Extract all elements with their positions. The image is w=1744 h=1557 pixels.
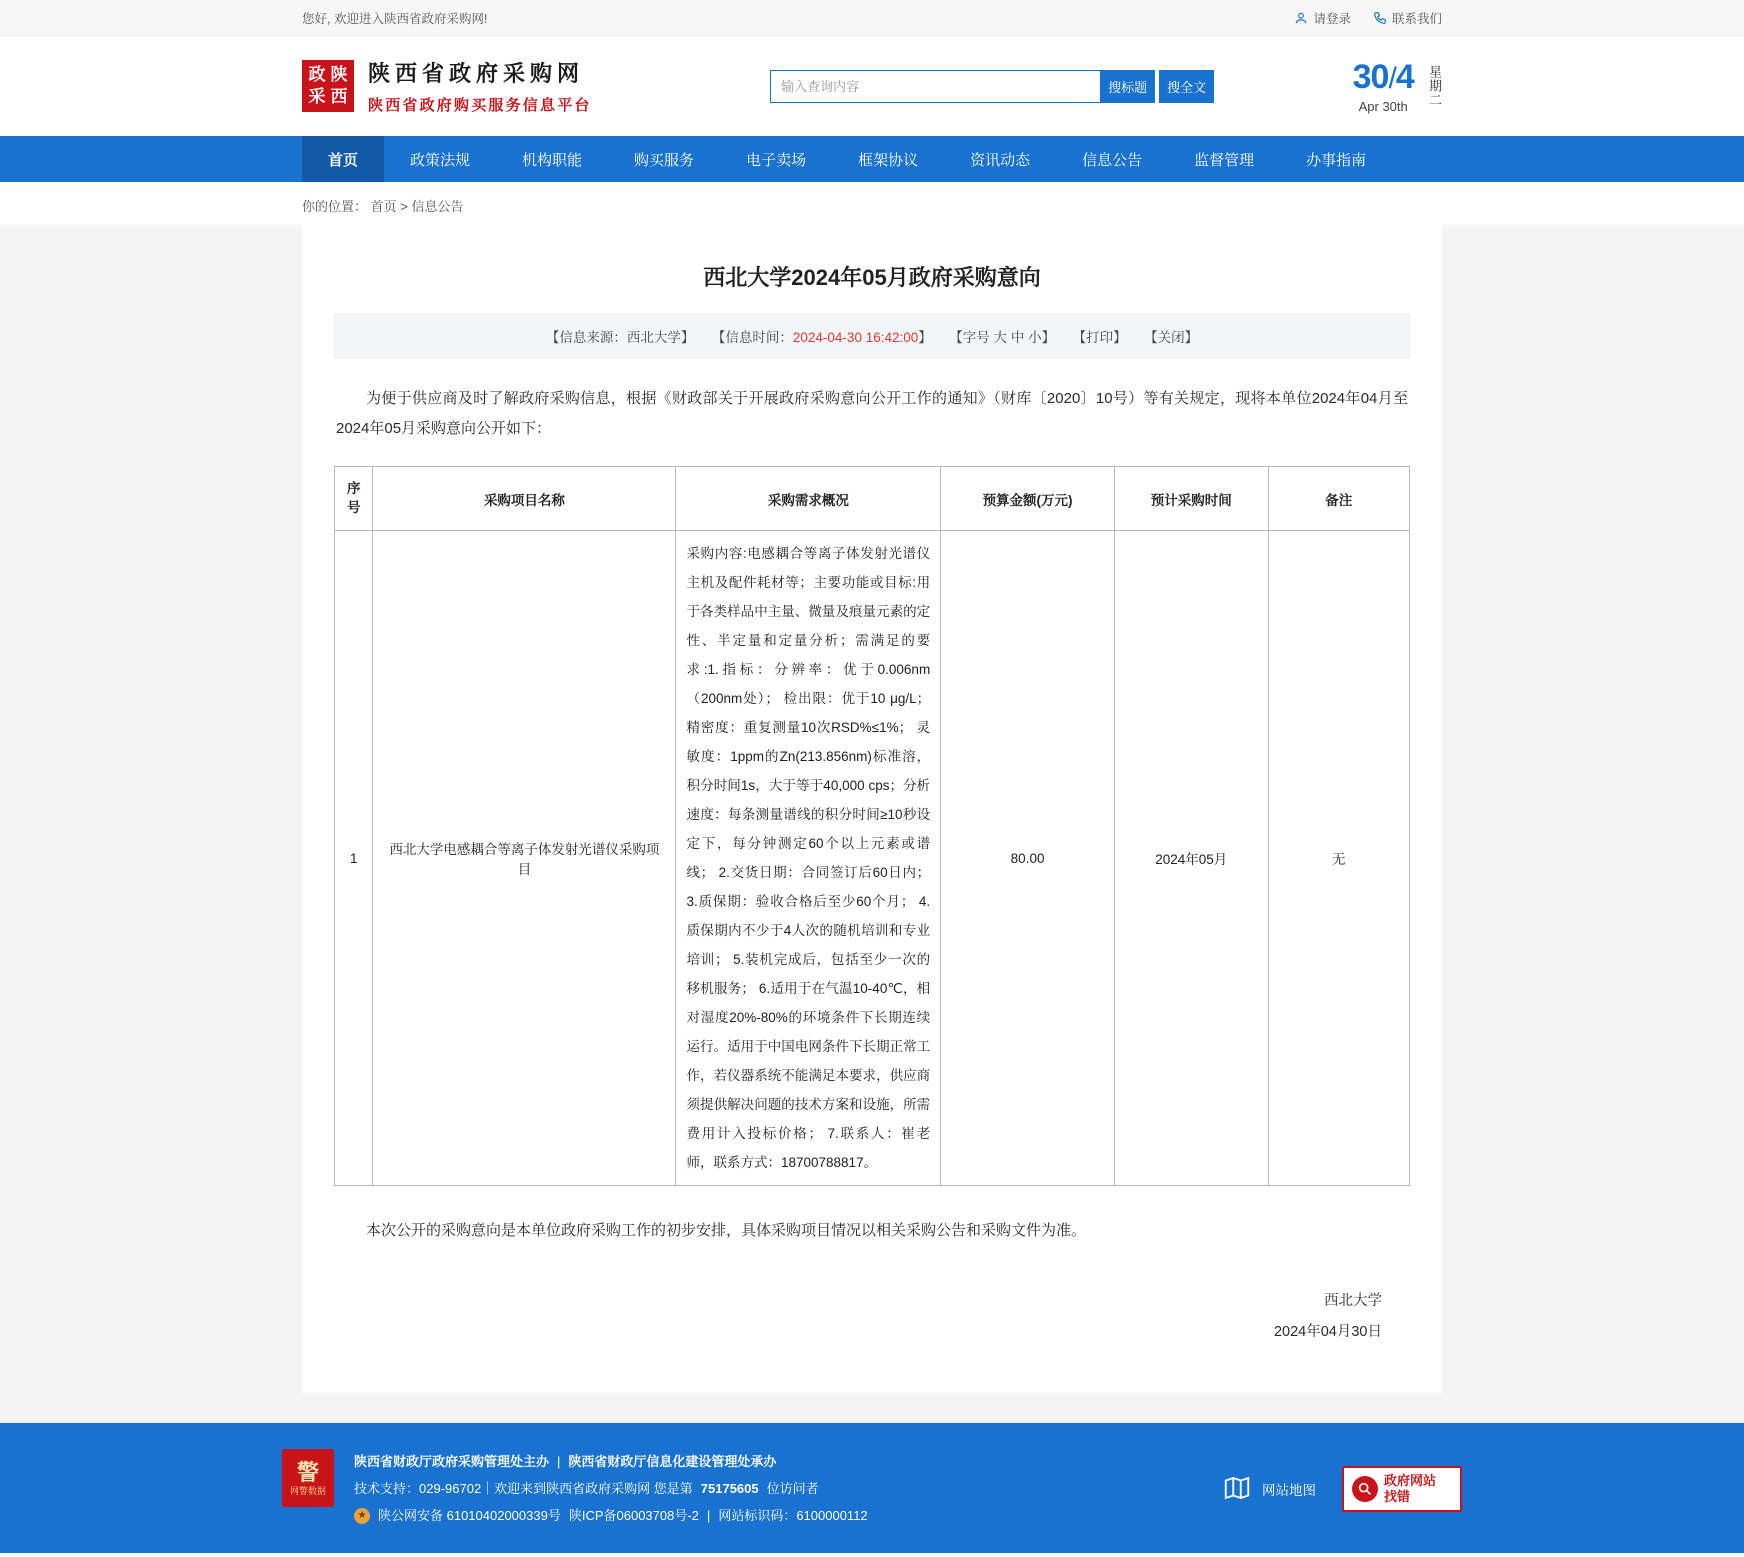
cell-expected-time: 2024年05月 bbox=[1114, 531, 1268, 1186]
date-weekday: 星期二 bbox=[1426, 65, 1442, 107]
date-widget bbox=[1353, 58, 1442, 114]
footer-police-record[interactable]: 陕公网安备 61010402000339号 bbox=[378, 1507, 561, 1523]
nav-item-3[interactable]: 购买服务 bbox=[634, 151, 695, 169]
footer-organizer: 陕西省财政厅政府采购管理处主办 bbox=[354, 1454, 550, 1470]
nav-item-8[interactable]: 监督管理 bbox=[1194, 151, 1255, 169]
main-nav bbox=[0, 136, 1744, 182]
cell-note: 无 bbox=[1268, 531, 1409, 1186]
footer-support: 技术支持：029-96702｜欢迎来到陕西省政府采购网 您是第 bbox=[354, 1480, 693, 1496]
print-button[interactable]: 【打印】 bbox=[1072, 330, 1127, 345]
breadcrumb-prefix: 你的位置： bbox=[302, 199, 368, 214]
seal-line-2: 找错 bbox=[1384, 1489, 1411, 1505]
welcome-text: 您好, 欢迎进入陕西省政府采购网! bbox=[302, 11, 488, 26]
site-footer bbox=[0, 1423, 1744, 1553]
search-input[interactable] bbox=[770, 70, 1100, 103]
date-slash: / bbox=[1388, 62, 1396, 95]
meta-time-label: 【信息时间： bbox=[711, 330, 793, 345]
site-logo[interactable] bbox=[302, 57, 592, 115]
nav-item-4[interactable]: 电子卖场 bbox=[746, 151, 807, 169]
login-link[interactable] bbox=[1294, 9, 1351, 27]
nav-item-1[interactable]: 政策法规 bbox=[410, 151, 471, 169]
cell-index: 1 bbox=[335, 531, 373, 1186]
login-label: 请登录 bbox=[1313, 11, 1351, 26]
logo-char-3: 采 bbox=[308, 86, 326, 107]
cell-budget: 80.00 bbox=[941, 531, 1115, 1186]
footer-visitor-suffix: 位访问者 bbox=[766, 1480, 819, 1496]
table-row bbox=[335, 531, 1410, 1186]
site-subtitle: 陕西省政府购买服务信息平台 bbox=[368, 97, 592, 114]
procurement-table bbox=[334, 466, 1410, 1186]
fontsize-medium-button[interactable]: 中 bbox=[1010, 330, 1025, 345]
col-index bbox=[335, 467, 373, 531]
contact-link[interactable] bbox=[1373, 9, 1442, 27]
user-icon bbox=[1294, 11, 1308, 25]
nav-item-0[interactable]: 首页 bbox=[302, 136, 384, 182]
search-title-button[interactable]: 搜标题 bbox=[1100, 70, 1155, 103]
fontsize-close: 】 bbox=[1041, 330, 1056, 345]
article-intro: 为便于供应商及时了解政府采购信息，根据《财政部关于开展政府采购意向公开工作的通知》（财库〔2020〕10号）等有关规定，现将本单位2024年04月至2024年05月采购意向公开如下： bbox=[336, 390, 1408, 437]
signature-org: 西北大学 bbox=[1324, 1293, 1382, 1310]
nav-item-2[interactable]: 机构职能 bbox=[522, 151, 583, 169]
col-requirement: 采购需求概况 bbox=[676, 467, 941, 531]
footer-sep-2: | bbox=[706, 1507, 711, 1523]
col-note: 备注 bbox=[1268, 467, 1409, 531]
col-budget: 预算金额(万元) bbox=[941, 467, 1115, 531]
nav-item-9[interactable]: 办事指南 bbox=[1306, 151, 1367, 169]
meta-source-close: 】 bbox=[680, 330, 695, 345]
signature-date: 2024年04月30日 bbox=[1273, 1323, 1382, 1340]
police-badge-icon bbox=[282, 1449, 334, 1507]
sitemap-link[interactable] bbox=[1222, 1473, 1316, 1506]
seal-line-1: 政府网站 bbox=[1384, 1472, 1437, 1488]
logo-char-4: 西 bbox=[330, 86, 348, 107]
article-footer-note: 本次公开的采购意向是本单位政府采购工作的初步安排，具体采购项目情况以相关采购公告和采购文件为准。 bbox=[366, 1222, 1087, 1240]
magnifier-icon bbox=[1352, 1476, 1378, 1502]
table-header-row bbox=[335, 467, 1410, 531]
site-header bbox=[0, 36, 1744, 136]
meta-source-value: 西北大学 bbox=[626, 330, 681, 345]
cell-project-name: 西北大学电感耦合等离子体发射光谱仪采购项目 bbox=[373, 531, 676, 1186]
utility-bar bbox=[0, 0, 1744, 36]
search-fulltext-button[interactable]: 搜全文 bbox=[1159, 70, 1214, 103]
breadcrumb-sep: > bbox=[400, 199, 408, 214]
footer-visitor-count: 75175605 bbox=[700, 1480, 759, 1496]
article-meta bbox=[334, 314, 1410, 358]
contact-label: 联系我们 bbox=[1391, 11, 1442, 26]
site-name: 陕西省政府采购网 bbox=[368, 61, 585, 86]
breadcrumb-current[interactable]: 信息公告 bbox=[411, 199, 464, 214]
meta-time-close: 】 bbox=[918, 330, 932, 345]
shield-icon: ★ bbox=[354, 1508, 370, 1524]
nav-item-7[interactable]: 信息公告 bbox=[1082, 151, 1143, 169]
search-area bbox=[770, 70, 1214, 103]
date-day: 30 bbox=[1352, 58, 1389, 96]
fontsize-large-button[interactable]: 大 bbox=[993, 330, 1008, 345]
phone-icon bbox=[1373, 11, 1387, 25]
page-body bbox=[0, 225, 1744, 1423]
police-badge-text: 网警数据 bbox=[289, 1486, 326, 1497]
close-button[interactable]: 【关闭】 bbox=[1144, 330, 1199, 345]
col-project-name: 采购项目名称 bbox=[373, 467, 676, 531]
fontsize-label: 【字号 bbox=[949, 330, 990, 345]
meta-time-value: 2024-04-30 16:42:00 bbox=[792, 330, 919, 345]
article-card bbox=[302, 225, 1442, 1393]
breadcrumb-home[interactable]: 首页 bbox=[370, 199, 397, 214]
meta-source-label: 【信息来源： bbox=[545, 330, 627, 345]
footer-site-code: 网站标识码：6100000112 bbox=[718, 1507, 868, 1523]
footer-icp[interactable]: 陕ICP备06003708号-2 bbox=[568, 1507, 699, 1523]
date-month: 4 bbox=[1395, 58, 1414, 96]
nav-item-5[interactable]: 框架协议 bbox=[858, 151, 919, 169]
police-badge-glyph: 警 bbox=[296, 1459, 319, 1485]
logo-char-1: 政 bbox=[308, 64, 326, 85]
fontsize-small-button[interactable]: 小 bbox=[1028, 330, 1042, 345]
footer-sep-1: | bbox=[557, 1454, 561, 1470]
col-index-label: 序号 bbox=[346, 481, 361, 515]
nav-item-6[interactable]: 资讯动态 bbox=[970, 151, 1031, 169]
footer-undertaker: 陕西省财政厅信息化建设管理处承办 bbox=[568, 1454, 777, 1470]
sitemap-label: 网站地图 bbox=[1262, 1483, 1316, 1499]
logo-char-2: 陕 bbox=[330, 64, 348, 85]
map-icon bbox=[1222, 1473, 1252, 1506]
logo-mark bbox=[302, 60, 354, 112]
date-english: Apr 30th bbox=[1358, 99, 1408, 114]
page-title: 西北大学2024年05月政府采购意向 bbox=[703, 265, 1041, 290]
col-expected-time: 预计采购时间 bbox=[1114, 467, 1268, 531]
cell-requirement: 采购内容:电感耦合等离子体发射光谱仪主机及配件耗材等；主要功能或目标:用于各类样品中主量、微量及痕量元素的定性、半定量和定量分析；需满足的要求:1.指标：分辨率：优于0.006nm（200nm处）； 检出限：优于10 μg/L；精密度：重复测量10次RSD%≤1%； 灵敏度：1ppm的Zn(213.856nm)标准溶，积分时间1s，大于等于40,000 cps；分析速度：每条测量谱线的积分时间≥10秒设定下，每分钟测定60个以上元素或谱线； 2.交货日期：合同签订后60日内； 3.质保期：验收合格后至少60个月； 4.质保期内不少于4人次的随机培训和专业培训； 5.装机完成后，包括至少一次的移机服务； 6.适用于在气温10-40℃，相对湿度20%-80%的环境条件下长期连续运行。适用于中国电网条件下长期正常工作，若仪器系统不能满足本要求，供应商须提供解决问题的技术方案和设施，所需费用计入投标价格； 7.联系人：崔老师，联系方式：18700788817。 bbox=[676, 531, 941, 1186]
breadcrumb bbox=[302, 182, 1442, 225]
gov-website-report-badge[interactable] bbox=[1342, 1466, 1462, 1512]
